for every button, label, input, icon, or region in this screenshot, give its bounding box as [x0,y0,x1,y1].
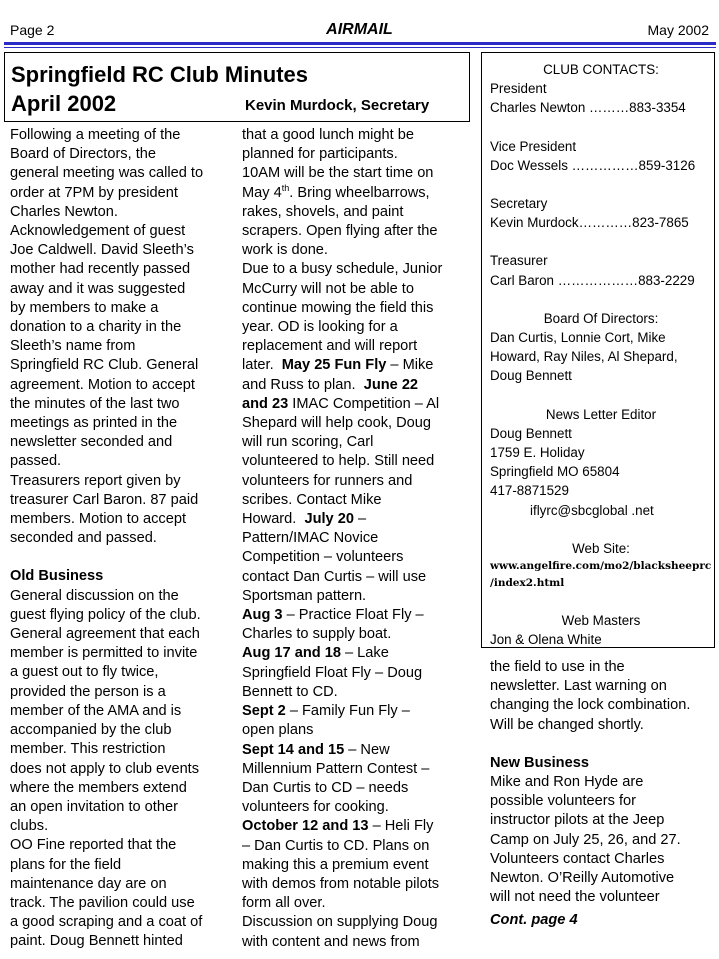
right-column [490,658,716,907]
text-line: Aug 17 and 18 – Lake [242,645,389,662]
text-line: Springfield RC Club. General [10,357,199,374]
header-rule-thin [4,47,716,48]
text-line: Sleeth’s name from [10,338,136,355]
header-rule [4,42,716,45]
contact-label: Secretary [490,196,548,212]
text-line: with demos from notable pilots [242,875,440,892]
webmasters-names: Jon & Olena White [490,632,602,648]
website-link[interactable]: www.angelfire.com/mo2/blacksheeprc [490,560,712,573]
text-line: continue mowing the field this [242,299,434,316]
text-line: accompanied by the club [10,722,172,739]
text-line: the field to use in the [490,659,625,675]
text-line: an open invitation to other [10,798,178,815]
contact-entry: Carl Baron ………………883-2229 [490,272,695,288]
text-line: work is done. [242,242,328,259]
contacts-heading: CLUB CONTACTS: [543,62,659,77]
text-line: – Dan Curtis to CD. Plans on [242,837,430,854]
issue-date: May 2002 [647,22,709,38]
board-members: Howard, Ray Niles, Al Shepard, [490,349,678,365]
text-line: Volunteers contact Charles [490,850,665,867]
text-line: Competition – volunteers [242,549,404,566]
text-line: newsletter seconded and [10,434,173,451]
text-line: treasurer Carl Baron. 87 paid [10,491,199,508]
page-number: Page 2 [10,22,55,38]
text-line: mother had recently passed [10,261,191,278]
text-line: possible volunteers for [490,793,637,810]
text-line: Treasurers report given by [10,472,181,489]
contact-entry: Doc Wessels ……………859-3126 [490,157,696,173]
text-line: donation to a charity in the [10,319,182,336]
text-line: Howard. July 20 – [242,511,367,528]
middle-column [242,126,470,952]
text-line: meetings as printed in the [10,415,178,432]
board-members: Doug Bennett [490,368,572,384]
text-line: passed. [10,453,62,470]
text-line: Millennium Pattern Contest – [242,760,430,777]
text-line: year. OD is looking for a [242,319,398,336]
text-line: Board of Directors, the [10,146,157,163]
left-column [10,126,238,952]
text-line: General agreement that each [10,626,200,643]
article-byline: Kevin Murdock, Secretary [245,97,430,114]
board-members: Dan Curtis, Lonnie Cort, Mike [490,330,666,346]
text-line: 10AM will be the start time on [242,165,434,182]
text-line: Discussion on supplying Doug [242,914,438,931]
editor-phone: 417-8871529 [490,483,569,499]
text-line: order at 7PM by president [10,184,178,201]
text-line: replacement and will report [242,338,418,355]
text-line: Charles Newton. [10,203,118,220]
text-line: instructor pilots at the Jeep [490,812,665,829]
text-line: October 12 and 13 – Heli Fly [242,818,434,835]
club-contacts-box [481,52,715,648]
text-line: scrapers. Open flying after the [242,223,438,240]
text-line: contact Dan Curtis – will use [242,568,427,585]
text-line: Springfield Float Fly – Doug [242,664,423,681]
text-line: plans for the field [10,856,122,873]
text-line: the minutes of the last two [10,395,180,412]
contact-label: Treasurer [490,253,548,269]
text-line: Will be changed shortly. [490,716,644,733]
editor-address: Springfield MO 65804 [490,464,620,480]
editor-address: 1759 E. Holiday [490,445,585,461]
text-line: Acknowledgement of guest [10,223,186,240]
contact-label: President [490,81,547,97]
text-line: with content and news from [242,933,420,950]
text-line: changing the lock combination. [490,697,691,714]
text-line: volunteers for cooking. [242,799,389,816]
text-line: guest flying policy of the club. [10,606,201,623]
text-line: later. May 25 Fun Fly – Mike [242,357,434,374]
text-line: Sept 2 – Family Fun Fly – [242,703,410,720]
text-line: and Russ to plan. June 22 [242,376,419,393]
text-line: Newton. O’Reilly Automotive [490,870,675,887]
text-line: rakes, shovels, and paint [242,203,404,220]
website-heading: Web Site: [572,540,630,556]
text-line: Dan Curtis to CD – needs [242,779,409,796]
website-link-cont[interactable]: /index2.html [490,577,565,590]
text-line: Following a meeting of the [10,127,181,143]
text-line: member is permitted to invite [10,645,198,662]
text-line: General discussion on the [10,587,179,604]
text-line: provided the person is a [10,683,166,700]
text-line: Sept 14 and 15 – New [242,741,390,758]
text-line: Pattern/IMAC Novice [242,530,379,547]
text-line: track. The pavilion could use [10,894,195,911]
text-line: members. Motion to accept [10,511,187,528]
text-line: agreement. Motion to accept [10,376,195,393]
text-line: McCurry will not be able to [242,280,414,297]
text-line: seconded and passed. [10,530,157,547]
article-title-box [4,52,470,122]
article-subtitle: April 2002 [11,91,117,116]
text-line: Mike and Ron Hyde are [490,774,644,791]
text-line: planned for participants. [242,146,398,163]
text-line: maintenance day are on [10,875,167,892]
text-line: clubs. [10,818,49,835]
text-line: that a good lunch might be [242,127,415,143]
text-line: member of the AMA and is [10,702,182,719]
continued-note: Cont. page 4 [490,912,578,928]
article-title: Springfield RC Club Minutes [11,62,308,87]
old-business-heading: Old Business [10,568,104,585]
text-line: and 23 IMAC Competition – Al [242,395,440,412]
webmasters-heading: Web Masters [561,613,641,629]
board-heading: Board Of Directors: [543,310,659,326]
text-line: Charles to supply boat. [242,626,392,643]
text-line: a guest out to fly twice, [10,664,159,681]
text-line: volunteers for runners and [242,472,413,489]
text-line: Sportsman pattern. [242,587,367,604]
text-line: general meeting was called to [10,165,204,182]
new-business-heading: New Business [490,754,589,771]
text-line: OO Fine reported that the [10,837,177,854]
text-line: making this a premium event [242,856,429,873]
text-line: Shepard will help cook, Doug [242,415,432,432]
text-line: will not need the volunteer [490,889,660,906]
text-line: away and it was suggested [10,280,186,297]
text-line: volunteered to help. Still need [242,453,435,470]
text-line: member. This restriction [10,741,166,758]
text-line: paint. Doug Bennett hinted [10,933,183,950]
text-line: open plans [242,722,314,739]
text-line: does not apply to club events [10,760,200,777]
text-line: Aug 3 – Practice Float Fly – [242,607,424,624]
contact-entry: Kevin Murdock…………823-7865 [490,215,689,231]
text-line: Bennett to CD. [242,683,338,700]
text-line: Due to a busy schedule, Junior [242,261,443,278]
text-line: a good scraping and a coat of [10,914,203,931]
editor-name: Doug Bennett [490,425,572,441]
contact-label: Vice President [490,138,577,154]
text-line: by members to make a [10,299,159,316]
editor-email-link[interactable]: iflyrc@sbcglobal .net [530,502,654,518]
text-line: Camp on July 25, 26, and 27. [490,831,681,848]
text-line: newsletter. Last warning on [490,678,667,695]
text-line: Joe Caldwell. David Sleeth’s [10,242,194,259]
contact-entry: Charles Newton ………883-3354 [490,100,686,116]
text-line: will run scoring, Carl [242,434,374,451]
text-line: May 4th. Bring wheelbarrows, [242,182,430,201]
newsletter-title: AIRMAIL [326,21,393,38]
editor-heading: News Letter Editor [545,406,657,422]
text-line: form all over. [242,895,326,912]
text-line: where the members extend [10,779,187,796]
text-line: scribes. Contact Mike [242,491,382,508]
